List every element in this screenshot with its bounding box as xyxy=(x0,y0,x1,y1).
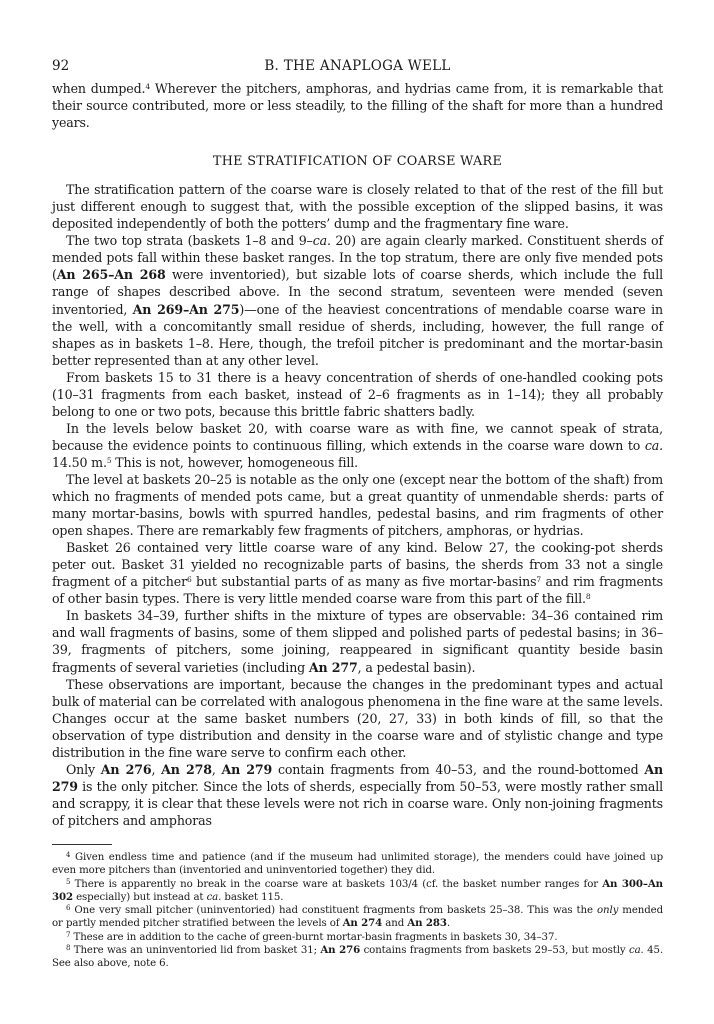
paragraph: Basket 26 contained very little coarse ware of any kind. Below 27, the cooking-pot sherds peter out. Basket 31 yielded no recognizable parts of basins, the sherds from 33 not a single fragment of a pitcher$^6$ but substantial parts of as many as five mortar-basins$^7$ and rim fragments of other basin types. There is very little mended coarse ware from this part of the fill.$^8$ xyxy=(52,540,663,607)
running-title: B. THE ANAPLOGA WELL xyxy=(264,58,451,74)
continuation-paragraph: when dumped.$^4$ Wherever the pitchers, amphoras, and hydrias came from, it is remarkable that their source contributed, more or less steadily, to the filling of the shaft for more than a hundred years. xyxy=(52,81,663,131)
catalogue-ref: An 279 xyxy=(52,761,663,794)
paragraph: Only An 276, An 278, An 279 contain fragments from 40–53, and the round-bottomed An 279 is the only pitcher. Since the lots of sherds, especially from 50–53, were mostly rather small and scrappy, it is clear that these levels were not rich in coarse ware. Only non-joining fragments of pitchers and amphoras xyxy=(52,761,663,828)
paragraph: In the levels below basket 20, with coarse ware as with fine, we cannot speak of strata, because the evidence points to continuous filling, which extends in the coarse ware down to ca. 14.50 m.$^5$ This is not, however, homogeneous fill. xyxy=(52,420,663,470)
footnote: $^5$ There is apparently no break in the coarse ware at baskets 103/4 (cf. the basket number ranges for An 300–An 302 especially) but instead at ca. basket 115. xyxy=(52,877,663,903)
footnote: $^7$ These are in addition to the cache of green-burnt mortar-basin fragments in baskets 30, 34–37. xyxy=(66,930,558,943)
footnote-ref: 8 xyxy=(585,592,591,602)
footnote-divider xyxy=(52,844,112,845)
catalogue-ref: An 279 xyxy=(221,761,273,777)
footnote: $^4$ Given endless time and patience (and if the museum had unlimited storage), the menders could have joined up even more pitchers than (inventoried and uninventoried together) they did. xyxy=(52,850,663,877)
footnote: $^6$ One very small pitcher (uninventoried) had constituent fragments from baskets 25–38. This was the only mended or partly mended pitcher stratified between the levels of An 274 and An 283. xyxy=(52,904,663,930)
catalogue-ref: An 265–An 268 xyxy=(56,267,166,283)
paragraph: From baskets 15 to 31 there is a heavy concentration of sherds of one-handled cooking pots (10–31 fragments from each basket, instead of 2–6 fragments as in 1–14); they all probably belong to one or two pots, because this brittle fabric shatters badly. xyxy=(52,369,663,419)
catalogue-ref: An 277 xyxy=(308,659,358,675)
catalogue-ref: An 278 xyxy=(161,761,212,777)
paragraph: The two top strata (baskets 1–8 and 9–ca. 20) are again clearly marked. Constituent sherds of mended pots fall within these basket ranges. In the top stratum, there are only five mended pots (An 265–An 268 were inventoried), but sizable lots of coarse sherds, which include the full range of shapes described above. In the second stratum, seventeen were mended (seven inventoried, An 269–An 275)—one of the heaviest concentrations of mendable coarse ware in the well, with a concomitantly small residue of sherds, including, however, the full range of shapes as in baskets 1–8. Here, though, the trefoil pitcher is predominant and the mortar-basin better represented than at any other level. xyxy=(52,233,663,368)
paragraph: These observations are important, because the changes in the predominant types and actual bulk of material can be correlated with analogous phenomena in the fine ware at the same levels. Changes occur at the same basket numbers (20, 27, 33) in both kinds of fill, so that the observation of type distribution and density in the coarse ware and of stylistic change and type distribution in the fine ware serve to confirm each other. xyxy=(52,676,663,760)
section-title: THE STRATIFICATION OF COARSE WARE xyxy=(212,154,503,170)
catalogue-ref: An 276 xyxy=(100,761,152,777)
footnote-ref: 5 xyxy=(106,455,112,465)
footnotes xyxy=(52,851,663,971)
paragraph: The level at baskets 20–25 is notable as the only one (except near the bottom of the shaft) from which no fragments of mended pots came, but a great quantity of unmendable sherds: parts of many mortar-basins, bowls with spurred handles, pedestal basins, and rim fragments of other open shapes. There are remarkably few fragments of pitchers, amphoras, or hydrias. xyxy=(52,471,663,539)
footnote-ref: 7 xyxy=(536,575,542,585)
page xyxy=(52,58,663,971)
footnote: $^8$ There was an uninventoried lid from basket 31; An 276 contains fragments from baskets 29–53, but mostly ca. 45. See also above, note 6. xyxy=(52,944,664,970)
paragraph: The stratification pattern of the coarse ware is closely related to that of the rest of the fill but just different enough to suggest that, with the possible exception of the slipped basins, it was deposited independently of both the potters’ dump and the fragmentary fine ware. xyxy=(52,182,663,232)
paragraph: In baskets 34–39, further shifts in the mixture of types are observable: 34–36 contained rim and wall fragments of basins, some of them slipped and polished parts of pedestal basins; in 36–39, fragments of pitchers, some joining, reappeared in significant quantity beside basin fragments of several varieties (including An 277, a pedestal basin). xyxy=(52,608,663,675)
footnote-ref: 4 xyxy=(145,82,150,91)
page-header xyxy=(52,58,663,80)
page-number: 92 xyxy=(52,58,70,74)
footnote-ref: 6 xyxy=(186,575,192,585)
body-text xyxy=(52,80,663,829)
catalogue-ref: An 269–An 275 xyxy=(132,301,240,317)
